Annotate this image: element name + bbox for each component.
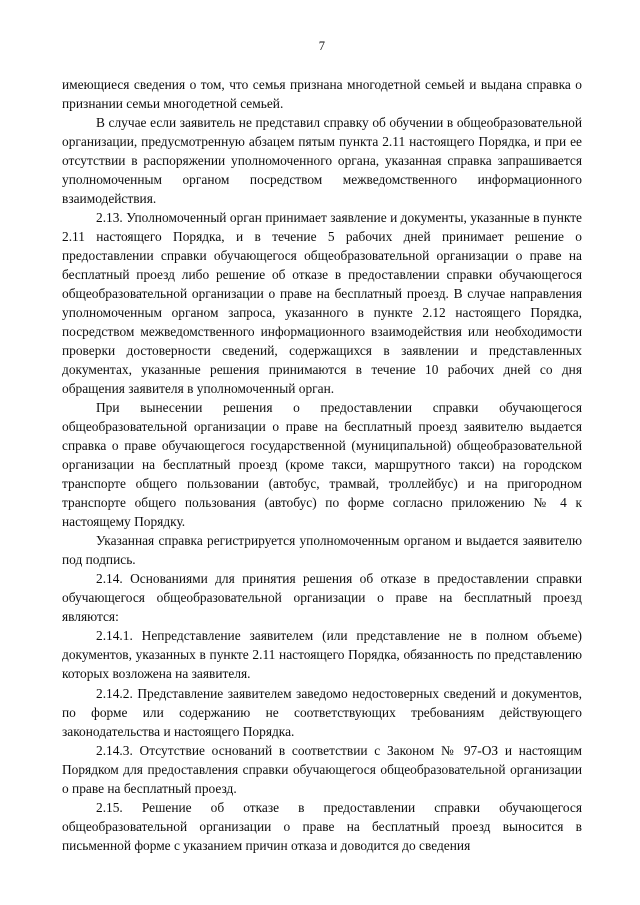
page-number: 7 — [318, 39, 326, 53]
paragraph: При вынесении решения о предоставлении справки обучающегося общеобразовательной организации о праве на бесплатный проезд заявителю выдается справка о праве обучающегося государственной (муниципальной) общеобразовательной организации на бесплатный проезд (кроме такси, маршрутного такси) на городском транспорте общего пользовании (автобус, трамвай, троллейбус) и на пригородном транспорте общего пользования (автобус) по форме согласно приложению № 4 к настоящему Порядку. — [62, 400, 582, 530]
paragraph: Указанная справка регистрируется уполномоченным органом и выдается заявителю под подпись. — [62, 533, 582, 568]
paragraph: 2.14.2. Представление заявителем заведомо недостоверных сведений и документов, по форме или содержанию не соответствующих требованиям действующего законодательства и настоящего Порядка. — [62, 685, 582, 739]
paragraph: 2.14. Основаниями для принятия решения об отказе в предоставлении справки обучающегося общеобразовательной организации о праве на бесплатный проезд являются: — [62, 571, 582, 625]
paragraph: имеющиеся сведения о том, что семья признана многодетной семьей и выдана справка о признании семьи многодетной семьей. — [62, 76, 582, 111]
paragraph: 2.13. Уполномоченный орган принимает заявление и документы, указанные в пункте 2.11 настоящего Порядка, и в течение 5 рабочих дней принимает решение о предоставлении справки обучающегося общеобразовательной организации о праве на бесплатный проезд либо решение об отказе в предоставлении справки обучающегося общеобразовательной организации о праве на бесплатный проезд. В случае направления уполномоченным органом запроса, указанного в пункте 2.12 настоящего Порядка, посредством межведомственного информационного взаимодействия или необходимости проверки достоверности сведений, содержащихся в заявлении и представленных документах, указанные решения принимаются в течение 10 рабочих дней со дня обращения заявителя в уполномоченный орган. — [62, 209, 582, 396]
paragraph: В случае если заявитель не представил справку об обучении в общеобразовательной организации, предусмотренную абзацем пятым пункта 2.11 настоящего Порядка, и при ее отсутствии в распоряжении уполномоченного органа, указанная справка запрашивается уполномоченным органом посредством межведомственного информационного взаимодействия. — [62, 114, 582, 206]
paragraph: 2.14.3. Отсутствие оснований в соответствии с Законом № 97-ОЗ и настоящим Порядком для предоставления справки обучающегося общеобразовательной организации о праве на бесплатный проезд. — [62, 742, 582, 796]
document-body — [62, 75, 582, 855]
paragraph: 2.15. Решение об отказе в предоставлении справки обучающегося общеобразовательной организации о праве на бесплатный проезд выносится в письменной форме с указанием причин отказа и доводится до сведения — [62, 799, 582, 853]
paragraph: 2.14.1. Непредставление заявителем (или представление не в полном объеме) документов, указанных в пункте 2.11 настоящего Порядка, обязанность по представлению которых возложена на заявителя. — [62, 628, 582, 682]
